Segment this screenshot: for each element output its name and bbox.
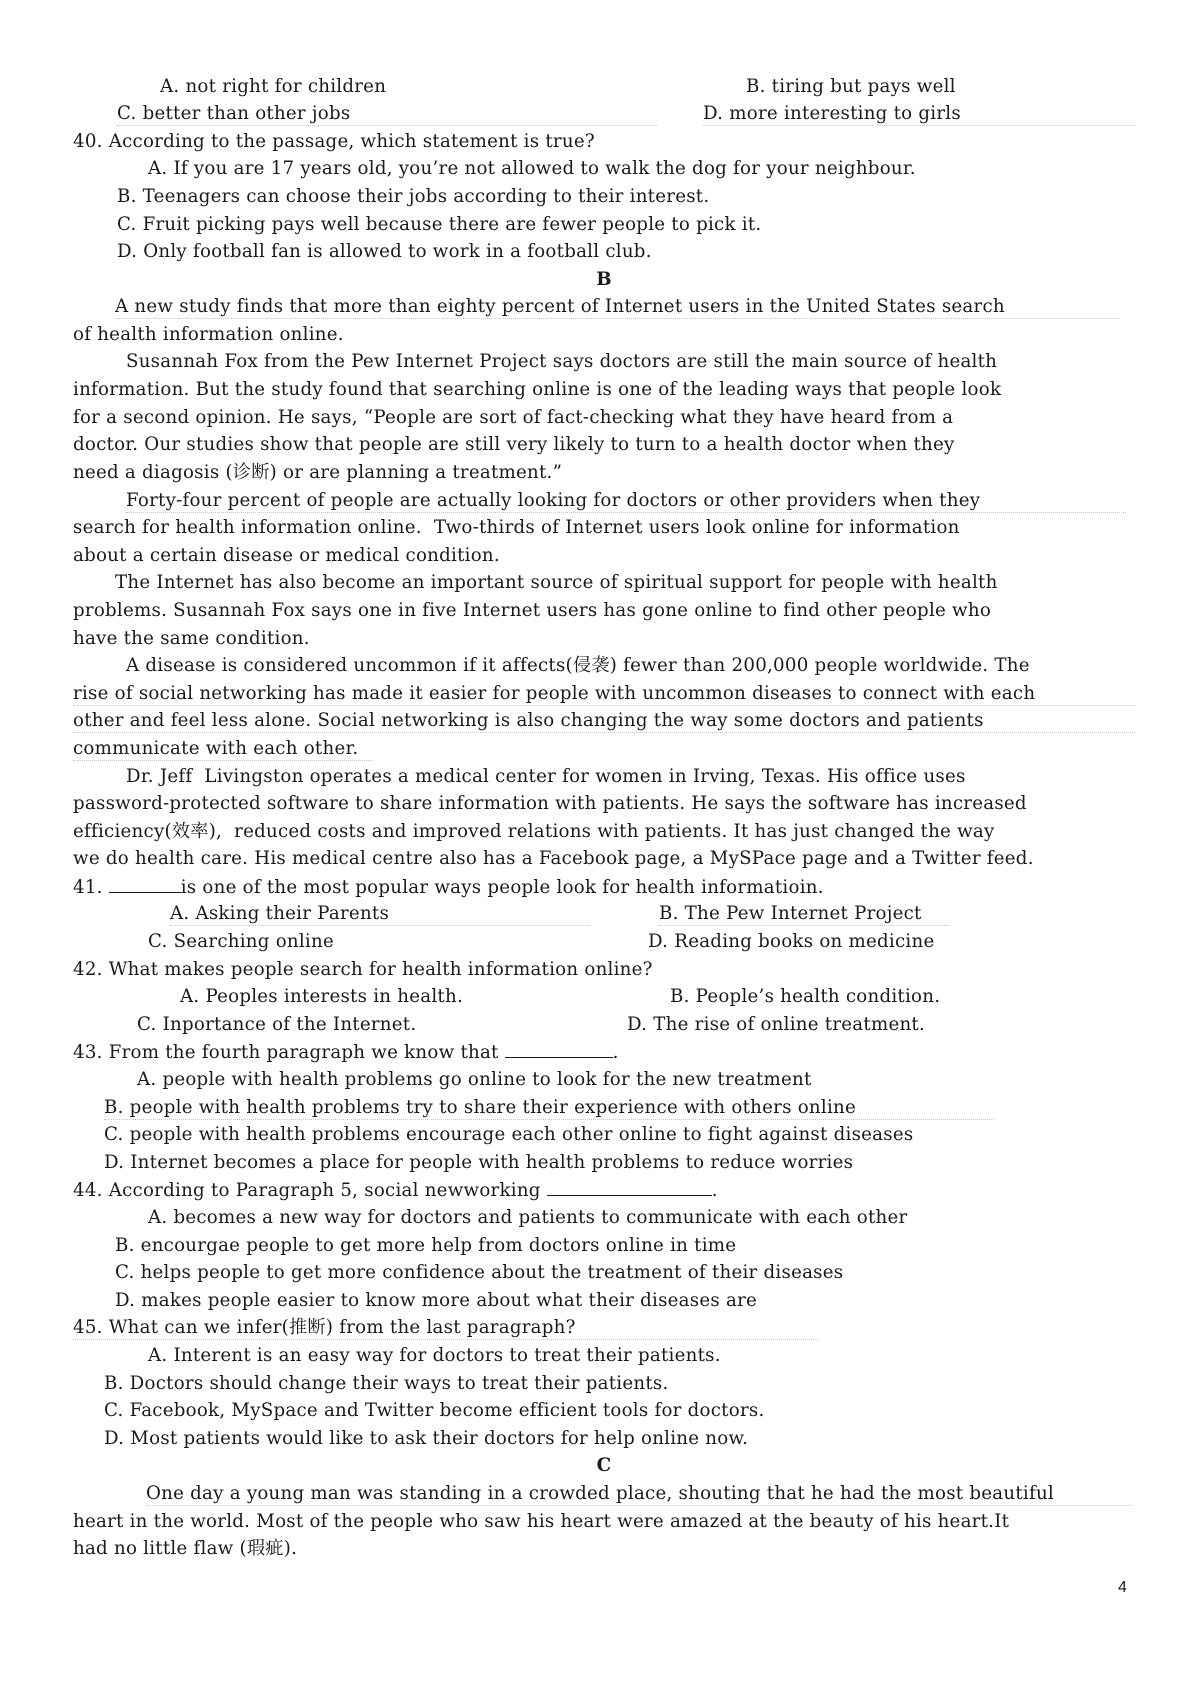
q43-text: 43. From the fourth paragraph we know that (73, 1042, 499, 1063)
q39-option-c: C. better than other jobs (117, 103, 657, 126)
section-c-line: had no little flaw (瑕疵). (73, 1538, 298, 1559)
q45-option-d: D. Most patients would like to ask their doctors for help online now. (104, 1428, 749, 1449)
q39-option-a: A. not right for children (160, 76, 387, 97)
section-b-line: search for health information online. Two-thirds of Internet users look online for information (73, 517, 960, 538)
q44-option-a: A. becomes a new way for doctors and patients to communicate with each other (148, 1207, 908, 1228)
q41-option-b: B. The Pew Internet Project (659, 903, 949, 926)
answer-blank (505, 1041, 613, 1058)
q39-option-d: D. more interesting to girls (703, 103, 1135, 126)
answer-blank (109, 876, 181, 893)
q41-stem (73, 876, 1135, 899)
section-b-line: rise of social networking has made it easier for people with uncommon diseases to connect with each (73, 683, 1135, 706)
q44-option-b: B. encourgae people to get more help from doctors online in time (115, 1235, 737, 1256)
section-c-heading: C (596, 1455, 612, 1476)
q43-end: . (612, 1042, 619, 1063)
q43-option-b: B. people with health problems try to share their experience with others online (104, 1097, 994, 1120)
q39-option-b: B. tiring but pays well (746, 76, 956, 97)
section-b-line: problems. Susannah Fox says one in five Internet users has gone online to find other people who (73, 600, 992, 621)
section-b-line: doctor. Our studies show that people are still very likely to turn to a health doctor when they (73, 434, 955, 455)
section-b-line: have the same condition. (73, 628, 310, 649)
q41-number: 41. (73, 877, 103, 898)
answer-blank (547, 1179, 712, 1196)
section-b-line: communicate with each other. (73, 738, 373, 761)
q44-text: 44. According to Paragraph 5, social newworking (73, 1180, 541, 1201)
q40-option-b: B. Teenagers can choose their jobs according to their interest. (117, 186, 710, 207)
section-b-heading: B (596, 269, 612, 290)
page-number: 4 (1118, 1579, 1127, 1596)
q41-option-a: A. Asking their Parents (170, 903, 590, 926)
section-b-line: we do health care. His medical centre also has a Facebook page, a MySPace page and a Twitter feed. (73, 848, 1034, 869)
q42-option-b: B. People’s health condition. (670, 986, 941, 1007)
q43-option-a: A. people with health problems go online to look for the new treatment (137, 1069, 812, 1090)
q43-option-d: D. Internet becomes a place for people with health problems to reduce worries (104, 1152, 854, 1173)
section-b-line: A new study finds that more than eighty percent of Internet users in the United States search (115, 296, 1120, 319)
q43-option-c: C. people with health problems encourage each other online to fight against diseases (104, 1124, 914, 1145)
section-b-line: The Internet has also become an important source of spiritual support for people with health (115, 572, 998, 593)
q42-stem: 42. What makes people search for health information online? (73, 959, 653, 980)
q41-option-c: C. Searching online (148, 931, 334, 952)
q45-option-a: A. Interent is an easy way for doctors to treat their patients. (148, 1345, 721, 1366)
section-b-line: for a second opinion. He says, “People are sort of fact-checking what they have heard from a (73, 407, 954, 428)
q44-option-d: D. makes people easier to know more about what their diseases are (115, 1290, 758, 1311)
section-c-line: One day a young man was standing in a crowded place, shouting that he had the most beautiful (146, 1483, 1131, 1506)
section-b-line: Dr. Jeff Livingston operates a medical center for women in Irving, Texas. His office uses (126, 766, 966, 787)
q41-option-d: D. Reading books on medicine (648, 931, 935, 952)
section-b-line: information. But the study found that searching online is one of the leading ways that people look (73, 379, 1002, 400)
q44-stem (73, 1179, 1135, 1202)
q45-stem: 45. What can we infer(推断) from the last paragraph? (73, 1317, 818, 1340)
q42-option-c: C. Inportance of the Internet. (137, 1014, 417, 1035)
section-b-line: A disease is considered uncommon if it affects(侵袭) fewer than 200,000 people worldwide. The (126, 655, 1030, 676)
q43-stem (73, 1041, 1135, 1064)
q44-end: . (711, 1180, 718, 1201)
q40-stem: 40. According to the passage, which statement is true? (73, 131, 595, 152)
q40-option-d: D. Only football fan is allowed to work in a football club. (117, 241, 652, 262)
q40-option-a: A. If you are 17 years old, you’re not allowed to walk the dog for your neighbour. (148, 158, 916, 179)
section-b-line: other and feel less alone. Social networking is also changing the way some doctors and patients (73, 710, 1135, 733)
section-b-line: of health information online. (73, 324, 344, 345)
q41-text: is one of the most popular ways people look for health informatioin. (180, 877, 824, 898)
section-b-line: Susannah Fox from the Pew Internet Project says doctors are still the main source of health (126, 351, 998, 372)
section-b-line: efficiency(效率), reduced costs and improved relations with patients. It has just changed the way (73, 821, 995, 842)
section-b-line: about a certain disease or medical condition. (73, 545, 500, 566)
q44-option-c: C. helps people to get more confidence about the treatment of their diseases (115, 1262, 844, 1283)
section-b-line: Forty-four percent of people are actually looking for doctors or other providers when they (126, 490, 1126, 513)
section-c-line: heart in the world. Most of the people who saw his heart were amazed at the beauty of his heart.It (73, 1511, 1010, 1532)
q42-option-d: D. The rise of online treatment. (627, 1014, 926, 1035)
q42-option-a: A. Peoples interests in health. (180, 986, 463, 1007)
section-b-line: need a diagosis (诊断) or are planning a treatment.” (73, 462, 563, 483)
q40-option-c: C. Fruit picking pays well because there are fewer people to pick it. (117, 214, 762, 235)
q45-option-b: B. Doctors should change their ways to treat their patients. (104, 1373, 669, 1394)
section-b-line: password-protected software to share information with patients. He says the software has increased (73, 793, 1027, 814)
q45-option-c: C. Facebook, MySpace and Twitter become efficient tools for doctors. (104, 1400, 765, 1421)
